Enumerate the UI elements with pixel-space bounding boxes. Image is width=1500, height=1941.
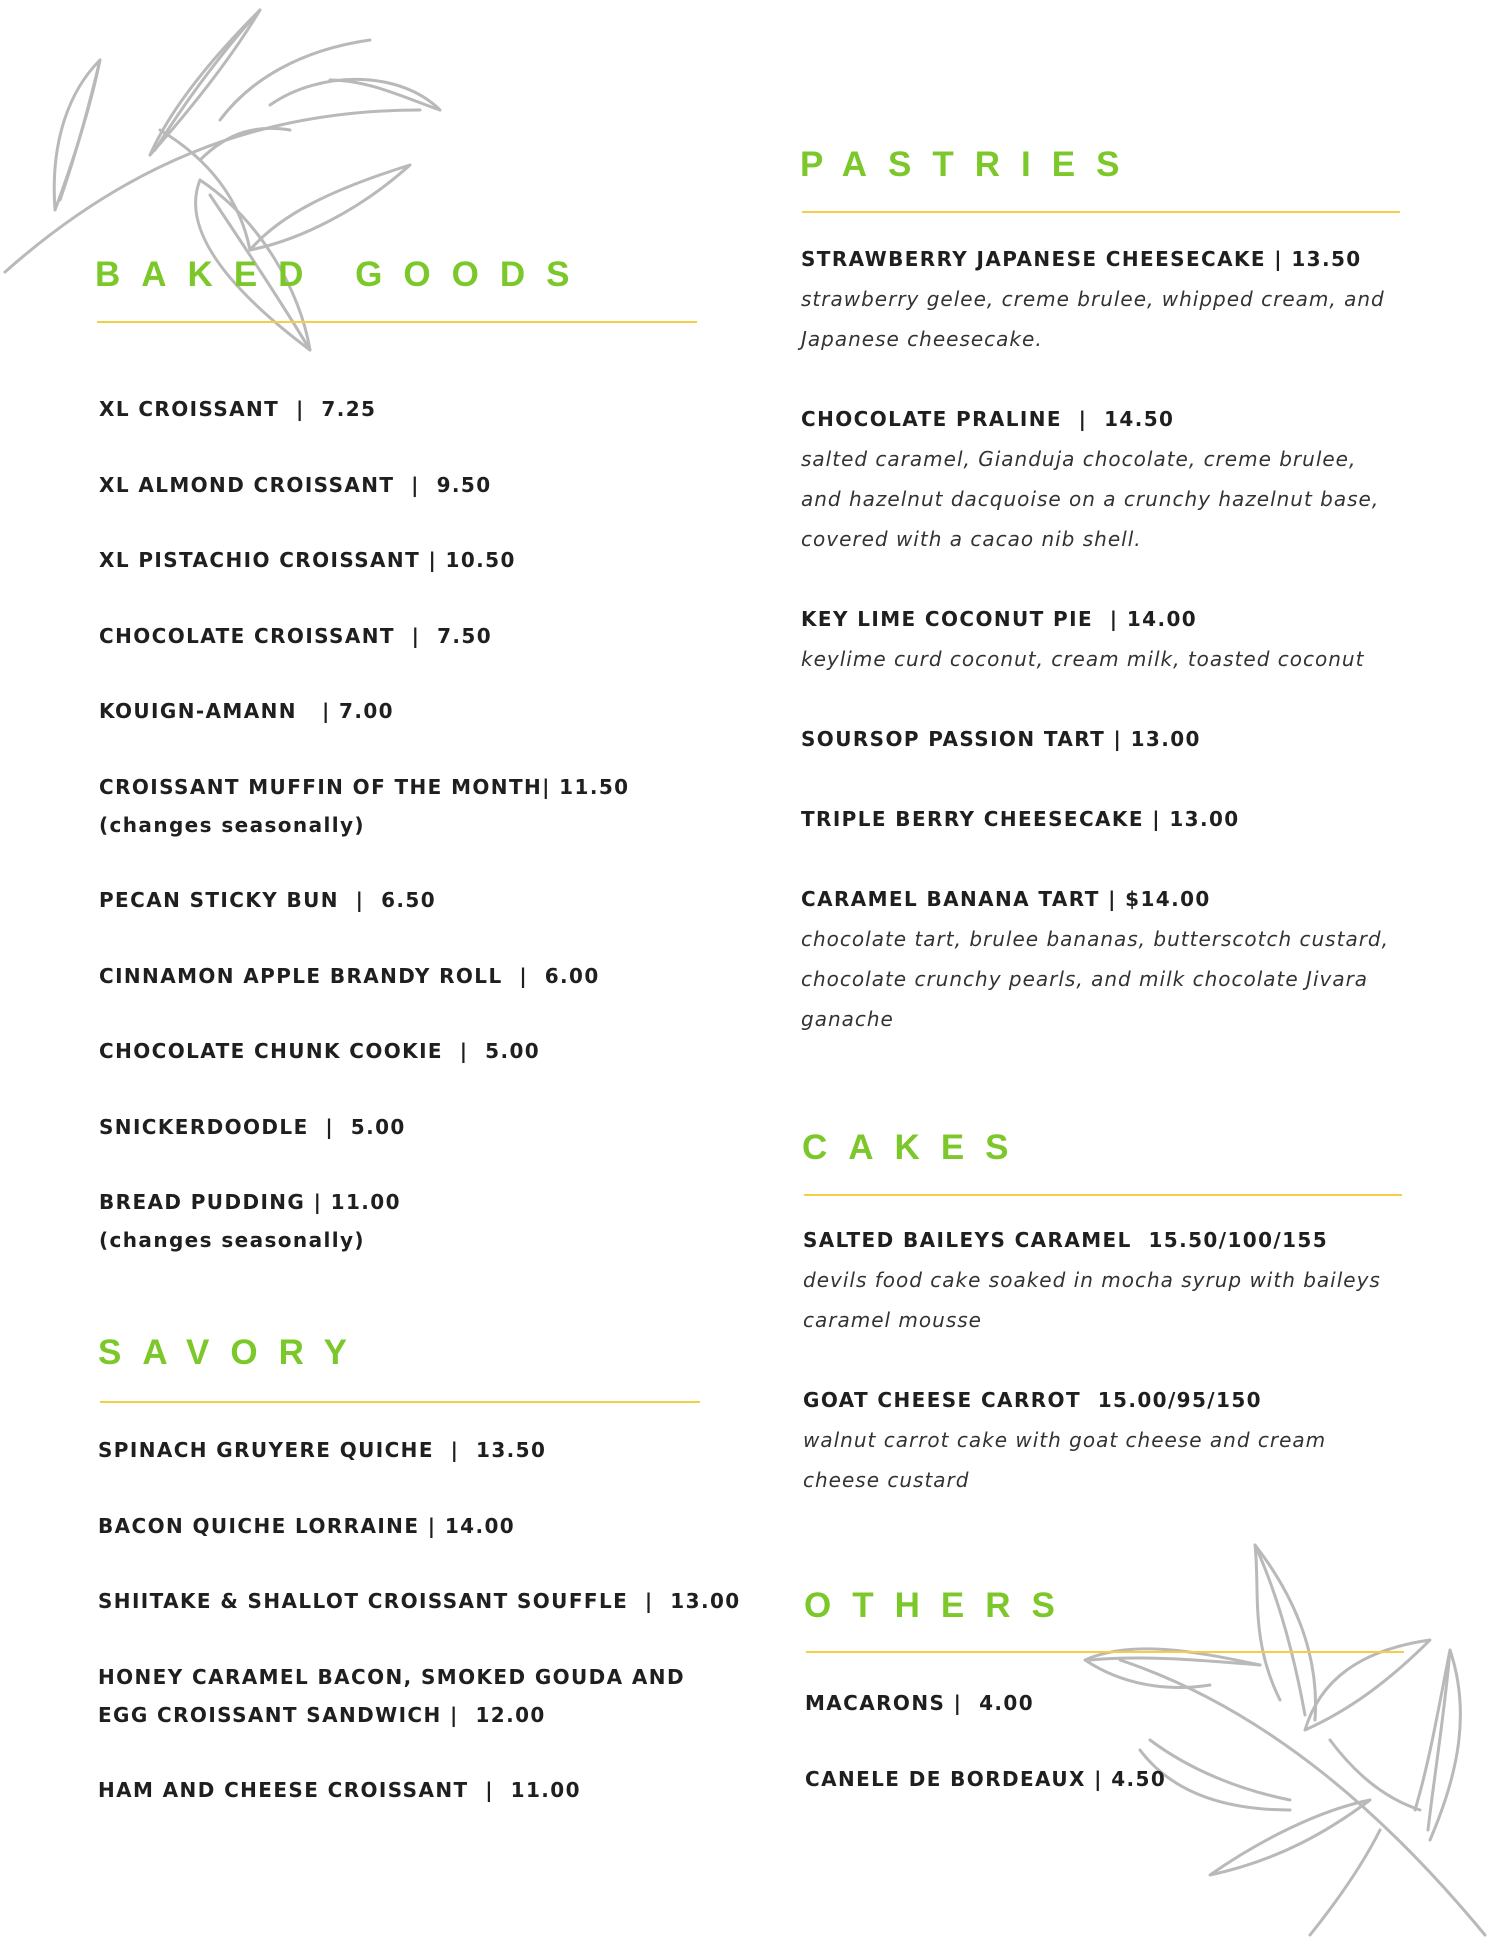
section-divider — [100, 1401, 700, 1403]
section-divider — [806, 1651, 1404, 1653]
leaf-branch-icon — [0, 0, 500, 380]
menu-item: TRIPLE BERRY CHEESECAKE | 13.00 — [801, 807, 1240, 831]
menu-item: HAM AND CHEESE CROISSANT | 11.00 — [98, 1778, 581, 1802]
section-heading-savory: SAVORY — [98, 1333, 368, 1372]
menu-item: CROISSANT MUFFIN OF THE MONTH| 11.50 — [99, 775, 630, 799]
menu-item: CARAMEL BANANA TART | $14.00 — [801, 887, 1211, 911]
menu-item: CHOCOLATE CHUNK COOKIE | 5.00 — [99, 1039, 541, 1063]
menu-item-note: (changes seasonally) — [99, 1228, 365, 1252]
menu-item: CANELE DE BORDEAUX | 4.50 — [805, 1767, 1167, 1791]
menu-item-description: keylime curd coconut, cream milk, toasted coconut — [801, 647, 1365, 671]
menu-item: EGG CROISSANT SANDWICH | 12.00 — [98, 1703, 546, 1727]
menu-item-description: salted caramel, Gianduja chocolate, creme brulee, and hazelnut dacquoise on a crunchy hazelnut base, covered with a cacao nib shell. — [801, 447, 1380, 551]
menu-item: HONEY CARAMEL BACON, SMOKED GOUDA AND — [98, 1665, 685, 1689]
menu-item: SNICKERDOODLE | 5.00 — [99, 1115, 406, 1139]
menu-item-note: (changes seasonally) — [99, 813, 365, 837]
menu-item: CINNAMON APPLE BRANDY ROLL | 6.00 — [99, 964, 600, 988]
section-heading-cakes: CAKES — [802, 1128, 1030, 1167]
menu-item: STRAWBERRY JAPANESE CHEESECAKE | 13.50 — [801, 247, 1362, 271]
section-divider — [804, 1194, 1402, 1196]
menu-item: PECAN STICKY BUN | 6.50 — [99, 888, 437, 912]
menu-item-description: chocolate tart, brulee bananas, butterscotch custard, chocolate crunchy pearls, and milk chocolate Jivara ganache — [801, 927, 1389, 1031]
section-divider — [97, 321, 697, 323]
menu-item: BREAD PUDDING | 11.00 — [99, 1190, 401, 1214]
menu-item: CHOCOLATE PRALINE | 14.50 — [801, 407, 1175, 431]
menu-item: XL ALMOND CROISSANT | 9.50 — [99, 473, 492, 497]
menu-item: SOURSOP PASSION TART | 13.00 — [801, 727, 1201, 751]
menu-item: CHOCOLATE CROISSANT | 7.50 — [99, 624, 493, 648]
menu-item: KOUIGN-AMANN | 7.00 — [99, 699, 394, 723]
menu-item: MACARONS | 4.00 — [805, 1691, 1035, 1715]
menu-item-description: strawberry gelee, creme brulee, whipped cream, and Japanese cheesecake. — [801, 287, 1385, 351]
menu-item: XL CROISSANT | 7.25 — [99, 397, 377, 421]
leaf-branch-icon — [1030, 1540, 1500, 1940]
menu-item: KEY LIME COCONUT PIE | 14.00 — [801, 607, 1198, 631]
menu-item: BACON QUICHE LORRAINE | 14.00 — [98, 1514, 516, 1538]
section-heading-pastries: PASTRIES — [800, 145, 1141, 184]
menu-item: GOAT CHEESE CARROT 15.00/95/150 — [803, 1388, 1262, 1412]
section-heading-others: OTHERS — [804, 1586, 1076, 1625]
menu-item: SPINACH GRUYERE QUICHE | 13.50 — [98, 1438, 547, 1462]
section-heading-baked-goods: BAKED GOODS — [95, 255, 591, 294]
menu-item: SHIITAKE & SHALLOT CROISSANT SOUFFLE | 13.00 — [98, 1589, 741, 1613]
menu-item: XL PISTACHIO CROISSANT | 10.50 — [99, 548, 516, 572]
section-divider — [802, 211, 1400, 213]
menu-item: SALTED BAILEYS CARAMEL 15.50/100/155 — [803, 1228, 1329, 1252]
menu-item-description: devils food cake soaked in mocha syrup with baileys caramel mousse — [803, 1268, 1381, 1332]
menu-item-description: walnut carrot cake with goat cheese and cream cheese custard — [803, 1428, 1327, 1492]
